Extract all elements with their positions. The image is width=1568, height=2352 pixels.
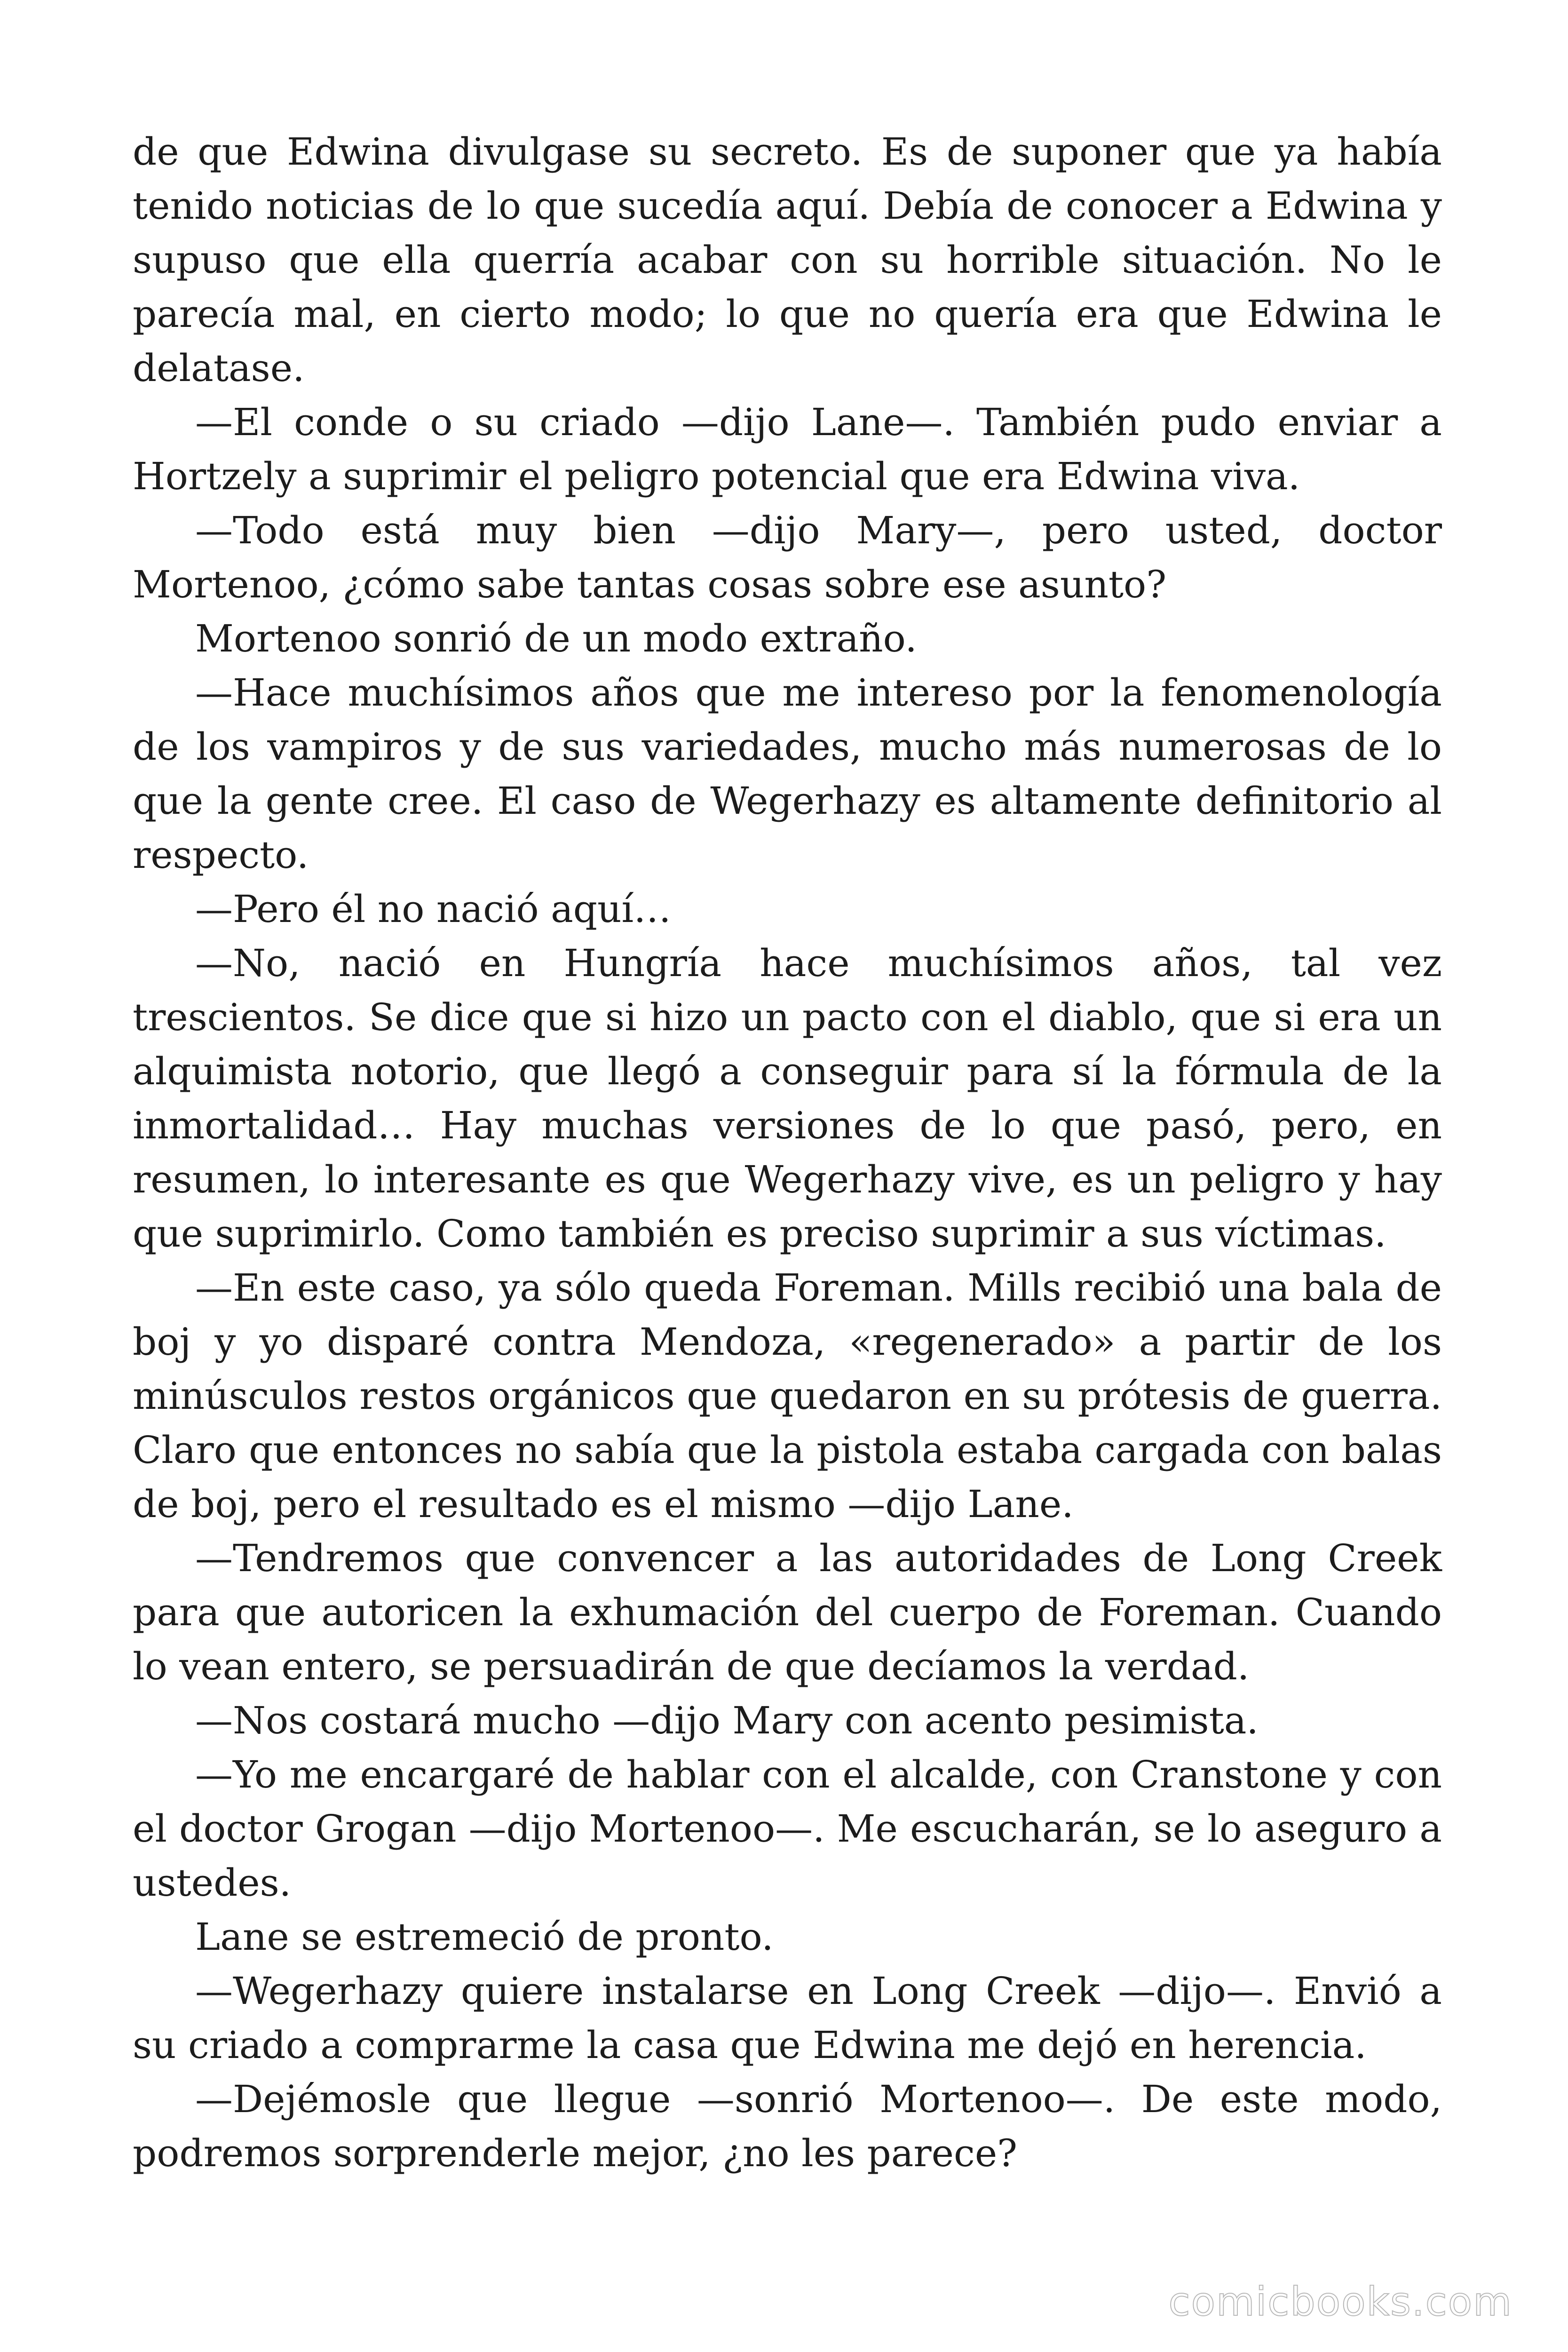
paragraph-1: de que Edwina divulgase su secreto. Es de suponer que ya había tenido noticias de lo que sucedía aquí. Debía de conocer a Edwina y supuso que ella querría acabar con su horrible situación. No le parecía mal, en cierto modo; lo que no quería era que Edwina le delatase. bbox=[133, 130, 1442, 390]
paragraph-14: —Dejémosle que llegue —sonrió Mortenoo—. De este modo, podremos sorprenderle mejor, ¿no les parece? bbox=[133, 2077, 1442, 2175]
paragraph-9: —Tendremos que convencer a las autoridades de Long Creek para que autoricen la exhumación del cuerpo de Foreman. Cuando lo vean entero, se persuadirán de que decíamos la verdad. bbox=[133, 1536, 1442, 1688]
paragraph-13: —Wegerhazy quiere instalarse en Long Creek —dijo—. Envió a su criado a comprarme la casa que Edwina me dejó en herencia. bbox=[133, 1969, 1442, 2067]
watermark: comicbooks.com bbox=[1168, 2279, 1513, 2325]
paragraph-4: Mortenoo sonrió de un modo extraño. bbox=[195, 617, 917, 660]
paragraph-10: —Nos costará mucho —dijo Mary con acento pesimista. bbox=[195, 1699, 1259, 1742]
paragraph-11: —Yo me encargaré de hablar con el alcalde, con Cranstone y con el doctor Grogan —dijo Mortenoo—. Me escucharán, se lo aseguro a ustedes. bbox=[133, 1753, 1442, 1905]
paragraph-6: —Pero él no nació aquí… bbox=[195, 887, 672, 931]
paragraph-2: —El conde o su criado —dijo Lane—. También pudo enviar a Hortzely a suprimir el peligro potencial que era Edwina viva. bbox=[133, 400, 1442, 498]
page-body bbox=[133, 125, 1442, 2180]
paragraph-8: —En este caso, ya sólo queda Foreman. Mills recibió una bala de boj y yo disparé contra Mendoza, «regenerado» a partir de los minúsculos restos orgánicos que quedaron en su prótesis de guerra. Claro que entonces no sabía que la pistola estaba cargada con balas de boj, pero el resultado es el mismo —dijo Lane. bbox=[133, 1266, 1442, 1526]
paragraph-12: Lane se estremeció de pronto. bbox=[195, 1915, 774, 1959]
paragraph-3: —Todo está muy bien —dijo Mary—, pero usted, doctor Mortenoo, ¿cómo sabe tantas cosas sobre ese asunto? bbox=[133, 509, 1442, 606]
paragraph-5: —Hace muchísimos años que me intereso por la fenomenología de los vampiros y de sus variedades, mucho más numerosas de lo que la gente cree. El caso de Wegerhazy es altamente definitorio al respecto. bbox=[133, 671, 1442, 877]
paragraph-7: —No, nació en Hungría hace muchísimos años, tal vez trescientos. Se dice que si hizo un pacto con el diablo, que si era un alquimista notorio, que llegó a conseguir para sí la fórmula de la inmortalidad… Hay muchas versiones de lo que pasó, pero, en resumen, lo interesante es que Wegerhazy vive, es un peligro y hay que suprimirlo. Como también es preciso suprimir a sus víctimas. bbox=[133, 941, 1442, 1255]
